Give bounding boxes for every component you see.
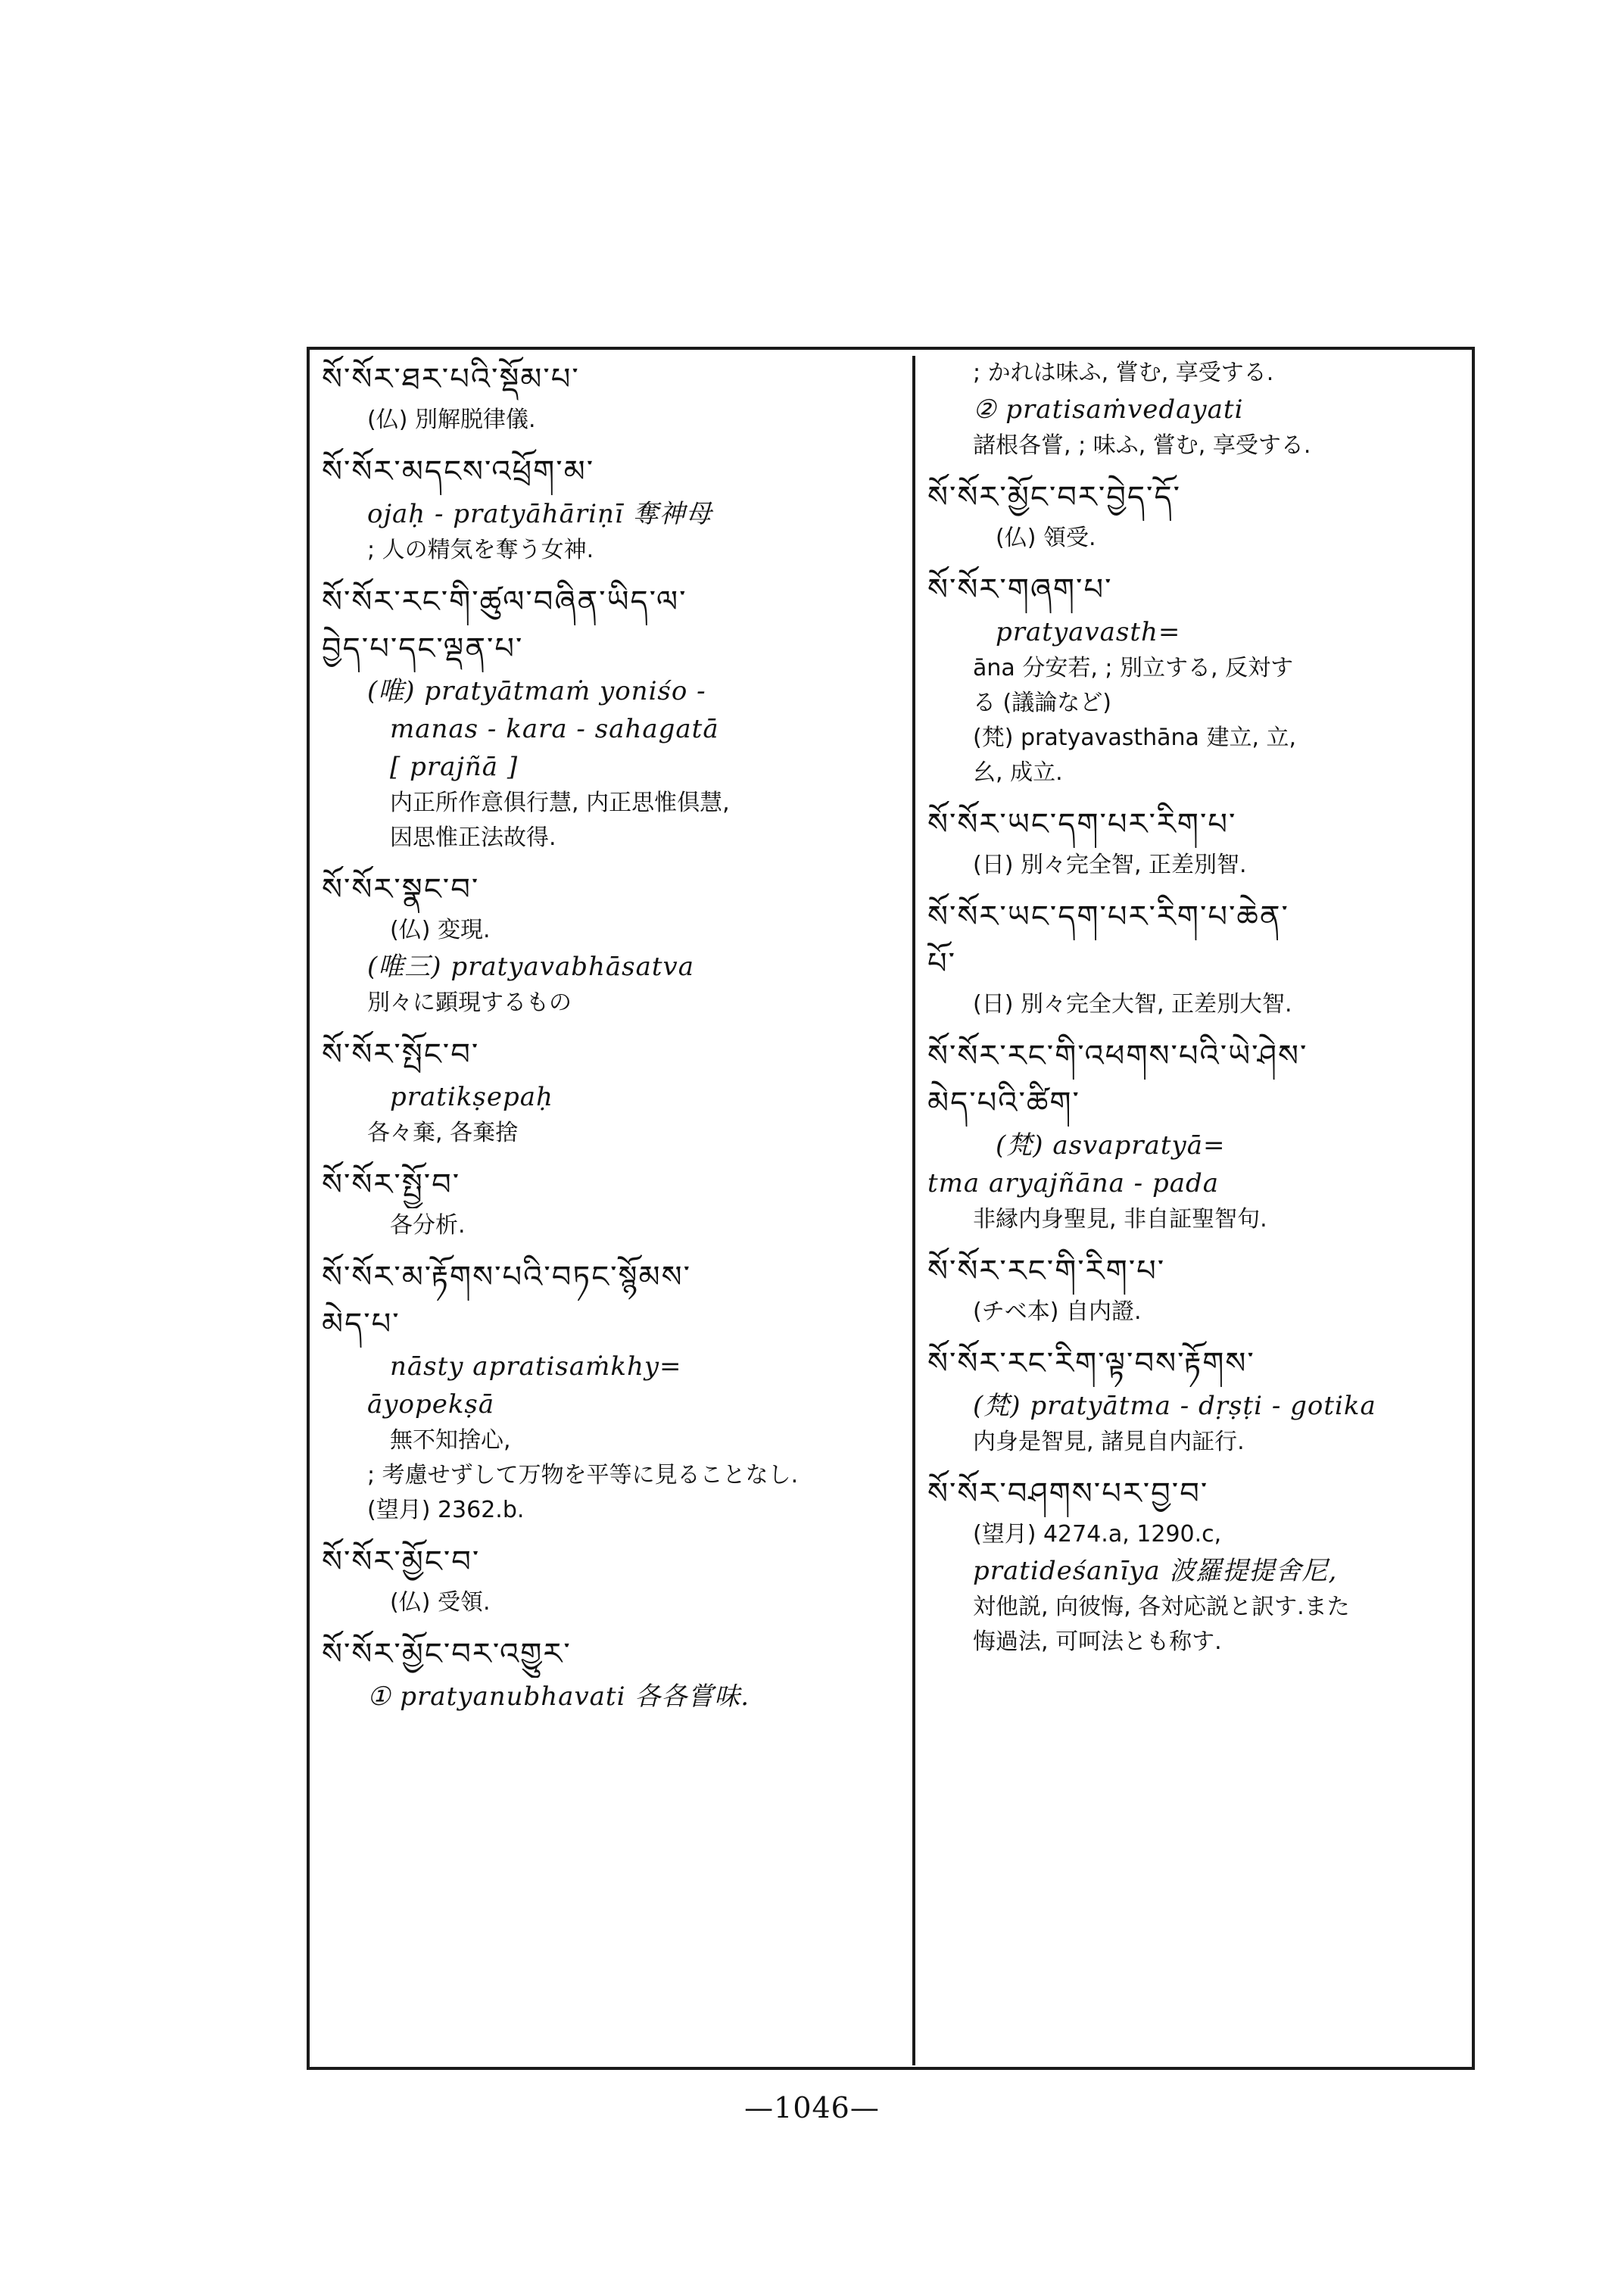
sanskrit-equivalent: (唯三) pratyavabhāsatva [367, 952, 695, 982]
definition: (日) 別々完全智, 正差別智. [973, 852, 1247, 878]
tibetan-headword: སོ་སོར་བཤགས་པར་བྱ་བ་ [927, 1476, 1209, 1511]
reference: (望月) 2362.b. [367, 1497, 525, 1523]
tibetan-headword: སོ་སོར་རང་གི་ཚུལ་བཞིན་ཡིད་ལ་ [322, 584, 687, 619]
tibetan-headword: སོ་སོར་མྱོང་བར་བྱེད་དོ་ [927, 480, 1181, 515]
entry [322, 1031, 905, 1151]
tibetan-headword: སོ་སོར་རང་རིག་ལྟ་བས་རྟོགས་ [927, 1346, 1255, 1381]
tibetan-headword: སོ་སོར་སྤྱོ་བ་ [322, 1167, 461, 1202]
entry [322, 1254, 905, 1528]
tibetan-headword: སོ་སོར་མ་རྟོགས་པའི་བཏང་སྙོམས་ [322, 1260, 692, 1295]
left-column [322, 356, 905, 2059]
right-column [927, 356, 1467, 2059]
entry [927, 356, 1467, 463]
sanskrit-equivalent: ① pratyanubhavati 各各嘗味. [367, 1682, 750, 1712]
definition: 各々棄, 各棄捨 [367, 1120, 519, 1146]
entry [927, 474, 1467, 556]
definition: (梵) pratyavasthāna 建立, 立, [973, 725, 1297, 751]
page-number: —1046— [744, 2091, 880, 2124]
definition: る (議論など) [973, 690, 1111, 716]
definition: ; 考慮せずして万物を平等に見ることなし. [367, 1462, 799, 1488]
tibetan-headword-cont: མེད་པའི་ཚིག་ [927, 1086, 1080, 1121]
tibetan-headword-cont: བྱེད་པ་དང་ལྡན་པ་ [322, 631, 524, 666]
definition: 悔過法, 可呵法とも称す. [973, 1629, 1222, 1655]
sanskrit-equivalent: ojaḥ - pratyāhāriṇī 奪神母 [367, 499, 712, 529]
definition: 各分析. [390, 1212, 466, 1239]
definition: 無不知捨心, [390, 1427, 511, 1454]
definition: (仏) 領受. [996, 525, 1096, 551]
entry [322, 1631, 905, 1716]
entry [927, 1470, 1467, 1660]
entry [927, 1248, 1467, 1329]
sanskrit-equivalent: nāsty apratisaṁkhy= [390, 1351, 682, 1382]
entry [322, 866, 905, 1021]
entry [927, 1033, 1467, 1237]
definition: 諸根各嘗, ; 味ふ, 嘗む, 享受する. [973, 432, 1311, 459]
tibetan-headword: སོ་སོར་རང་གི་འཕགས་པའི་ཡེ་ཤེས་ [927, 1039, 1308, 1074]
sanskrit-equivalent: manas - kara - sahagatā [390, 714, 719, 744]
tibetan-headword: སོ་སོར་སྤོང་བ་ [322, 1037, 480, 1072]
definition: (仏) 別解脱律儀. [367, 407, 536, 433]
sanskrit-equivalent: pratideśanīya 波羅提提舍尼, [973, 1556, 1338, 1586]
sanskrit-equivalent: pratikṣepaḥ [390, 1082, 553, 1112]
sanskrit-equivalent: (梵) asvapratyā= [996, 1130, 1226, 1161]
tibetan-headword: སོ་སོར་ཡང་དག་པར་རིག་པ་ཆེན་ [927, 899, 1289, 934]
entry [927, 1340, 1467, 1460]
sanskrit-equivalent: āyopekṣā [367, 1389, 495, 1420]
tibetan-headword-cont: མེད་པ་ [322, 1307, 401, 1342]
definition: 幺, 成立. [973, 759, 1063, 786]
entry [927, 893, 1467, 1022]
sanskrit-equivalent: tma aryajñāna - pada [927, 1168, 1220, 1198]
definition: (仏) 受領. [390, 1589, 491, 1616]
tibetan-headword: སོ་སོར་མྱོང་བར་འགྱུར་ [322, 1637, 572, 1672]
sanskrit-equivalent: pratyavasth= [996, 617, 1181, 647]
entry [322, 1538, 905, 1620]
tibetan-headword: སོ་སོར་ཡང་དག་པར་རིག་པ་ [927, 807, 1237, 842]
tibetan-headword: སོ་སོར་སྣང་བ་ [322, 872, 480, 907]
column-divider [912, 356, 915, 2065]
tibetan-headword: སོ་སོར་ཐར་པའི་སྡོམ་པ་ [322, 362, 580, 397]
definition: (日) 別々完全大智, 正差別大智. [973, 991, 1292, 1018]
tibetan-headword: སོ་སོར་མདངས་འཕྲོག་མ་ [322, 454, 595, 489]
sanskrit-equivalent: [ prajñā ] [390, 752, 519, 782]
definition: 対他説, 向彼悔, 各対応説と訳す.また [973, 1594, 1350, 1620]
tibetan-headword: སོ་སོར་མྱོང་བ་ [322, 1544, 481, 1579]
definition: āna 分安若, ; 別立する, 反対す [973, 655, 1294, 681]
definition: ; かれは味ふ, 嘗む, 享受する. [973, 360, 1274, 386]
definition: (仏) 変現. [390, 917, 491, 943]
sanskrit-equivalent: (唯) pratyātmaṁ yoniśo - [367, 676, 706, 706]
entry [927, 801, 1467, 883]
sanskrit-equivalent: (梵) pratyātma - dṛṣṭi - gotika [973, 1391, 1376, 1421]
sanskrit-equivalent: ② pratisaṁvedayati [973, 394, 1244, 425]
definition: ; 人の精気を奪う女神. [367, 537, 594, 563]
entry [322, 578, 905, 856]
entry [927, 566, 1467, 790]
definition: 別々に顕現するもの [367, 990, 572, 1016]
definition: 内身是智見, 諸見自内証行. [973, 1429, 1245, 1455]
entry [322, 1161, 905, 1243]
reference: (望月) 4274.a, 1290.c, [973, 1521, 1222, 1548]
definition: (チベ本) 自内證. [973, 1298, 1142, 1325]
definition: 内正所作意俱行慧, 内正思惟倶慧, [390, 790, 730, 816]
entry [322, 448, 905, 568]
entry [322, 356, 905, 438]
definition: 因思惟正法故得. [390, 824, 556, 851]
tibetan-headword: སོ་སོར་གཞག་པ་ [927, 572, 1113, 607]
tibetan-headword-cont: པོ་ [927, 946, 957, 981]
tibetan-headword: སོ་སོར་རང་གི་རིག་པ་ [927, 1254, 1166, 1289]
definition: 非縁内身聖見, 非自証聖智句. [973, 1206, 1267, 1233]
